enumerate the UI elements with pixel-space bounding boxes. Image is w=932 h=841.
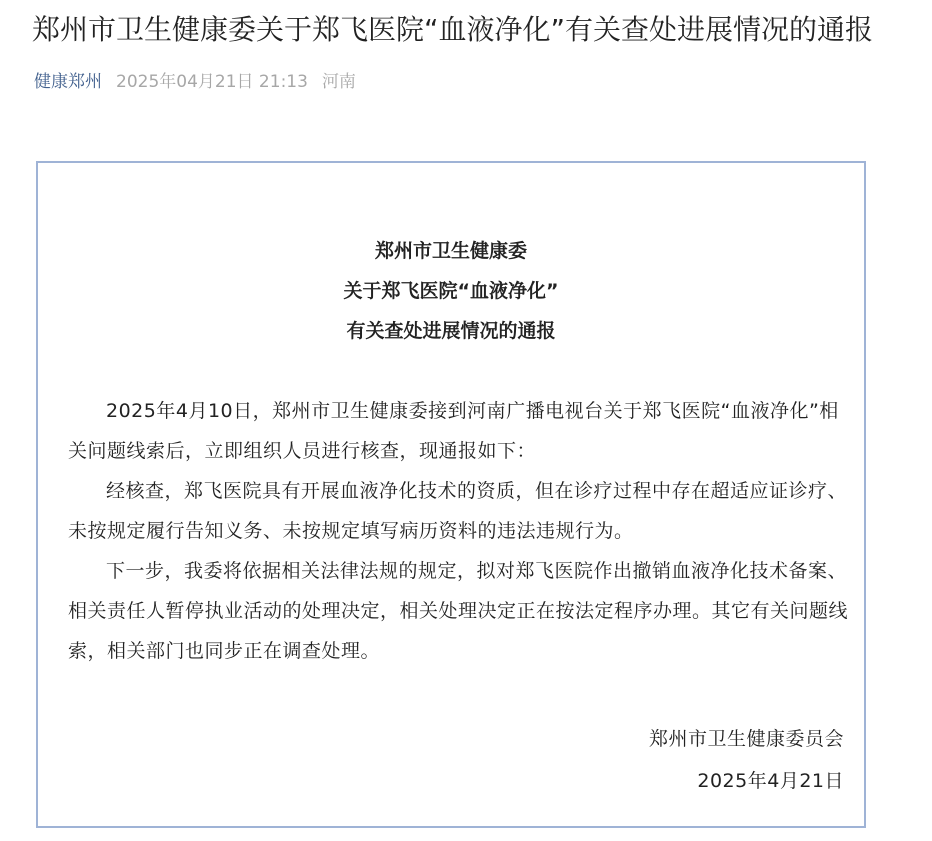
notice-paragraph: 2025年4月10日，郑州市卫生健康委接到河南广播电视台关于郑飞医院“血液净化”相关问题线索后，立即组织人员进行核查，现通报如下： xyxy=(68,400,839,462)
publish-region: 河南 xyxy=(321,71,356,92)
notice-date: 2025年4月21日 xyxy=(697,770,844,792)
notice-paragraph: 经核查，郑飞医院具有开展血液净化技术的资质，但在诊疗过程中存在超适应证诊疗、未按规定履行告知义务、未按规定填写病历资料的违法违规行为。 xyxy=(68,480,848,542)
notice-signature-block xyxy=(649,718,844,802)
notice-signature: 郑州市卫生健康委员会 xyxy=(648,728,844,750)
notice-paragraph: 下一步，我委将依据相关法律法规的规定，拟对郑飞医院作出撤销血液净化技术备案、相关责任人暂停执业活动的处理决定，相关处理决定正在按法定程序办理。其它有关问题线索，相关部门也同步正在调查处理。 xyxy=(68,560,849,662)
article-title: 郑州市卫生健康委关于郑飞医院“血液净化”有关查处进展情况的通报 xyxy=(32,13,874,46)
source-account-link[interactable]: 健康郑州 xyxy=(34,71,102,92)
notice-heading-line: 郑州市卫生健康委 xyxy=(374,240,527,262)
notice-heading-line: 有关查处进展情况的通报 xyxy=(346,320,556,342)
notice-image[interactable] xyxy=(36,161,866,828)
notice-heading-line: 关于郑飞医院“血液净化” xyxy=(343,280,559,302)
article-meta xyxy=(34,66,356,92)
notice-body xyxy=(68,391,853,671)
publish-time: 2025年04月21日 21:13 xyxy=(116,71,308,92)
notice-heading xyxy=(38,231,864,351)
